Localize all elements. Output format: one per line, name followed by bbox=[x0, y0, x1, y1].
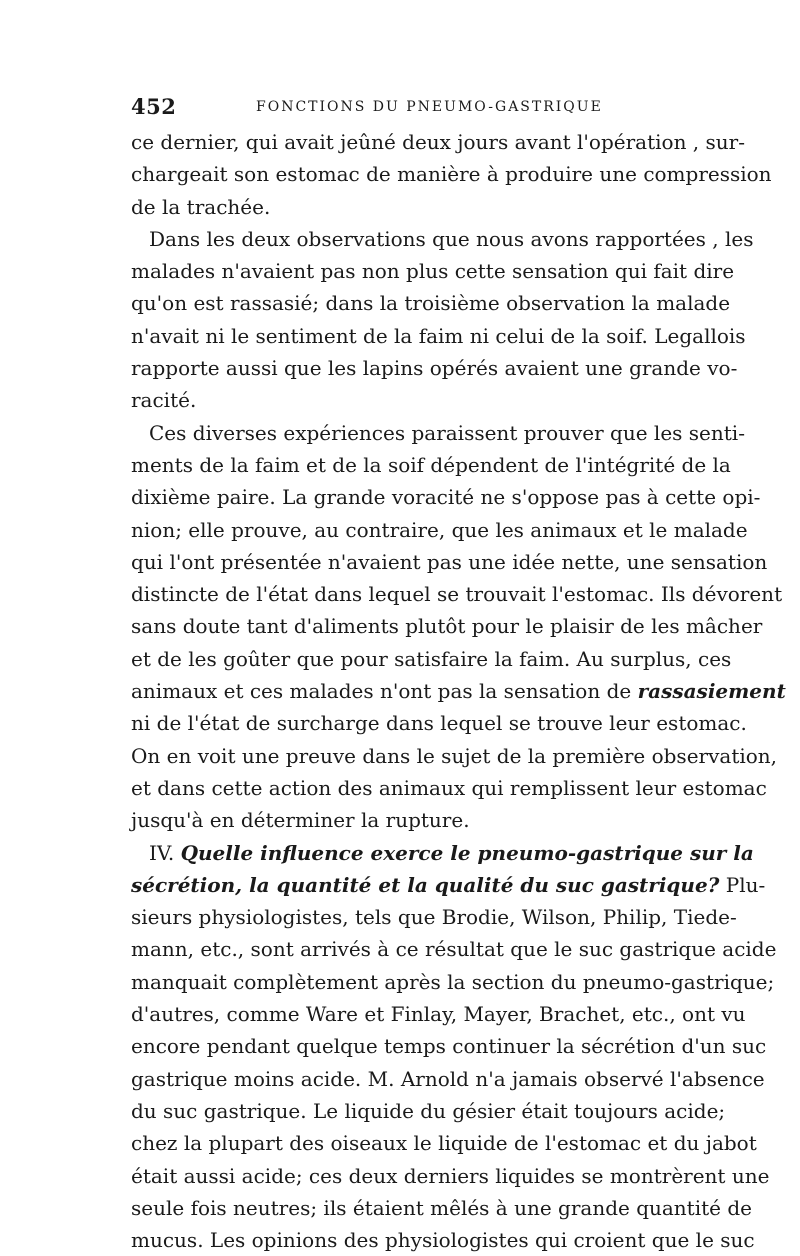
text-line bbox=[131, 869, 766, 901]
running-title: FONCTIONS DU PNEUMO-GASTRIQUE bbox=[256, 99, 603, 115]
text-line: était aussi acide; ces deux derniers liquides se montrèrent une bbox=[131, 1163, 770, 1188]
text-segment: animaux et ces malades n'ont pas la sensation de bbox=[131, 679, 632, 704]
text-line: gastrique moins acide. M. Arnold n'a jamais observé l'absence bbox=[131, 1066, 765, 1091]
text-line: racité. bbox=[131, 388, 197, 413]
text-line: rapporte aussi que les lapins opérés avaient une grande vo- bbox=[131, 356, 738, 381]
body-text bbox=[131, 126, 786, 1256]
text-line: chez la plupart des oiseaux le liquide de l'estomac et du jabot bbox=[131, 1131, 757, 1156]
section-number: IV. bbox=[149, 840, 175, 865]
text-line: ni de l'état de surcharge dans lequel se trouve leur estomac. bbox=[131, 711, 747, 736]
text-line: chargeait son estomac de manière à produire une compression bbox=[131, 162, 772, 187]
text-line: qu'on est rassasié; dans la troisième observation la malade bbox=[131, 291, 731, 316]
text-line: Dans les deux observations que nous avons rapportées , les bbox=[149, 226, 754, 251]
text-line: du suc gastrique. Le liquide du gésier était toujours acide; bbox=[131, 1098, 726, 1123]
text-line: malades n'avaient pas non plus cette sensation qui fait dire bbox=[131, 259, 735, 284]
text-line: manquait complètement après la section du pneumo-gastrique; bbox=[131, 969, 775, 994]
section-question: Quelle influence exerce le pneumo-gastrique sur la bbox=[180, 840, 754, 865]
text-line: sieurs physiologistes, tels que Brodie, Wilson, Philip, Tiede- bbox=[131, 905, 737, 930]
page-number: 452 bbox=[131, 94, 177, 119]
text-line: ments de la faim et de la soif dépendent de l'intégrité de la bbox=[131, 452, 731, 477]
text-line: qui l'ont présentée n'avaient pas une idée nette, une sensation bbox=[131, 549, 768, 574]
text-segment: Plu- bbox=[725, 872, 766, 897]
text-line bbox=[131, 837, 754, 869]
text-line: seule fois neutres; ils étaient mêlés à une grande quantité de bbox=[131, 1195, 752, 1220]
text-line: jusqu'à en déterminer la rupture. bbox=[131, 808, 470, 833]
text-line: de la trachée. bbox=[131, 194, 271, 219]
text-line: encore pendant quelque temps continuer la sécrétion d'un suc bbox=[131, 1034, 767, 1059]
text-line: dixième paire. La grande voracité ne s'oppose pas à cette opi- bbox=[131, 485, 761, 510]
text-line: On en voit une preuve dans le sujet de la première observation, bbox=[131, 743, 778, 768]
text-line bbox=[131, 675, 786, 707]
text-line: Ces diverses expériences paraissent prouver que les senti- bbox=[149, 420, 745, 445]
text-line: nion; elle prouve, au contraire, que les animaux et le malade bbox=[131, 517, 748, 542]
text-line: n'avait ni le sentiment de la faim ni celui de la soif. Legallois bbox=[131, 323, 746, 348]
text-line: et de les goûter que pour satisfaire la faim. Au surplus, ces bbox=[131, 646, 732, 671]
section-question-continued: sécrétion, la quantité et la qualité du suc gastrique? bbox=[131, 872, 720, 897]
text-line: mucus. Les opinions des physiologistes qui croient que le suc bbox=[131, 1228, 755, 1253]
text-line: et dans cette action des animaux qui remplissent leur estomac bbox=[131, 775, 767, 800]
emphasized-term: rassasiement bbox=[637, 679, 786, 704]
text-line: distincte de l'état dans lequel se trouvait l'estomac. Ils dévorent bbox=[131, 582, 783, 607]
text-line: d'autres, comme Ware et Finlay, Mayer, Brachet, etc., ont vu bbox=[131, 1002, 746, 1027]
text-line: ce dernier, qui avait jeûné deux jours avant l'opération , sur- bbox=[131, 130, 745, 154]
page-header bbox=[131, 94, 669, 124]
text-line: sans doute tant d'aliments plutôt pour le plaisir de les mâcher bbox=[131, 614, 763, 639]
text-line: mann, etc., sont arrivés à ce résultat que le suc gastrique acide bbox=[131, 937, 777, 962]
